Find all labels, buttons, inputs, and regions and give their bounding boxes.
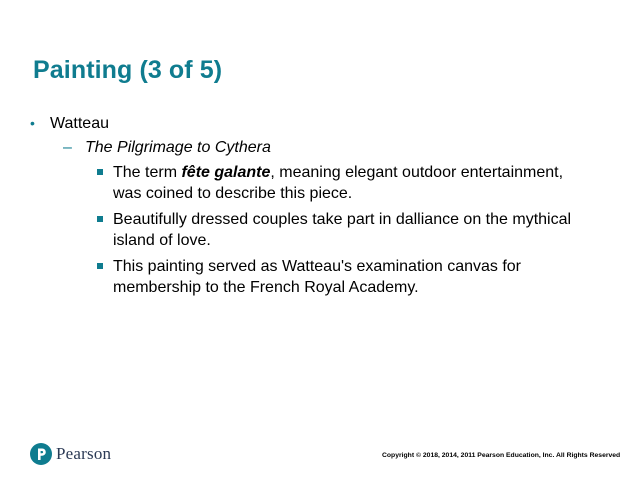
dot-bullet-icon: • — [30, 115, 35, 131]
pearson-logo — [30, 440, 111, 468]
copyright-notice: Copyright © 2018, 2014, 2011 Pearson Education, Inc. All Rights Reserved — [382, 452, 621, 459]
bullet-level1 — [28, 113, 608, 134]
slide-title: Painting (3 of 5) — [33, 56, 223, 84]
bullet-level3-text-before: The term — [113, 164, 182, 181]
bullet-level3-text: This painting served as Watteau's examination canvas for membership to the French Royal Academy. — [113, 258, 521, 296]
bullet-level2 — [28, 137, 608, 158]
pearson-logo-icon — [30, 443, 52, 465]
bullet-level3-text: Beautifully dressed couples take part in dalliance on the mythical island of love. — [113, 211, 572, 249]
dash-bullet-icon: – — [63, 139, 72, 156]
bullet-level3 — [28, 209, 583, 251]
bullet-level3 — [28, 162, 583, 204]
bullet-level1-text: Watteau — [50, 115, 109, 132]
square-bullet-icon — [97, 169, 103, 175]
square-bullet-icon — [97, 263, 103, 269]
square-bullet-icon — [97, 216, 103, 222]
bullet-level3-emphasis: fête galante — [181, 164, 271, 181]
pearson-logo-text: Pearson — [56, 444, 112, 463]
bullet-level3 — [28, 256, 583, 298]
artwork-title: The Pilgrimage to Cythera — [85, 139, 271, 156]
bullet-list — [28, 113, 608, 303]
bullet-level3-text-after: , meaning elegant outdoor entertainment, was coined to describe this piece. — [113, 164, 564, 202]
